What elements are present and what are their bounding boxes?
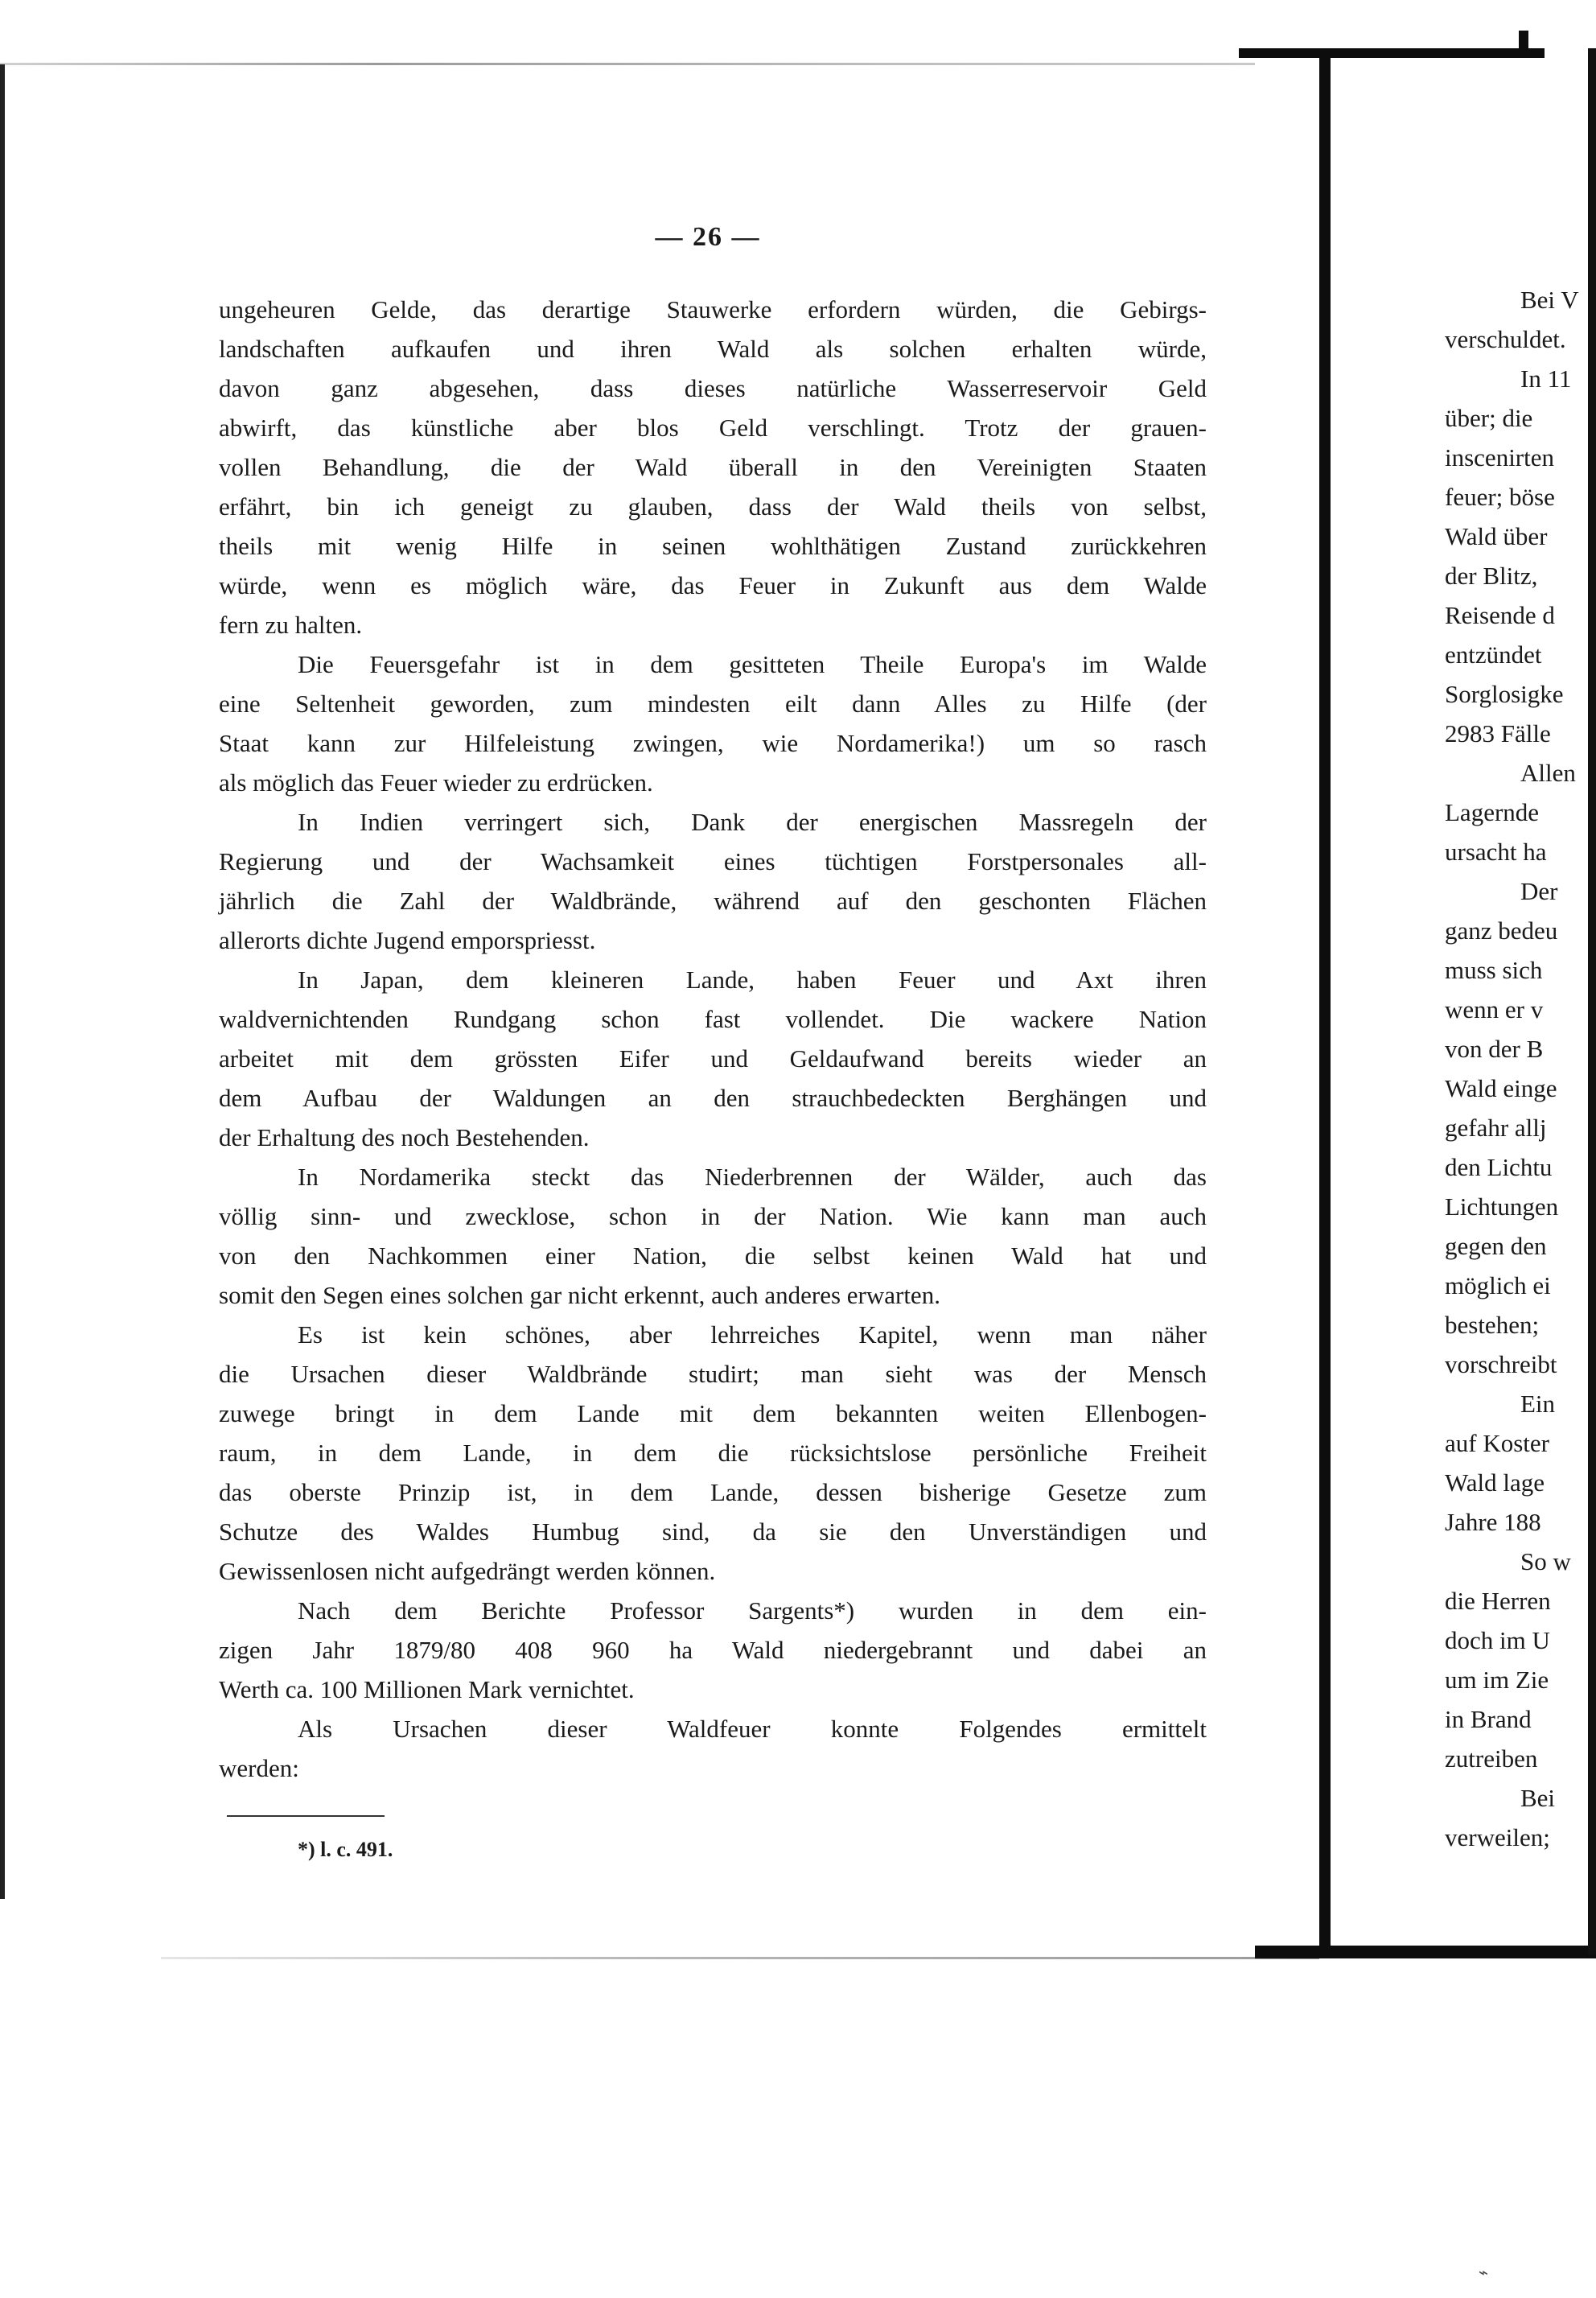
text-line: gegen den [1445,1232,1547,1260]
text-line: entzündet [1445,640,1542,669]
text-line: Lichtungen [1445,1192,1559,1221]
text-line: völlig sinn- und zwecklose, schon in der Nation. Wie kann man auch [219,1202,1207,1230]
text-line: ursacht ha [1445,838,1547,866]
binding-gutter-tick [1519,31,1528,55]
scan-smudge-mark: ⌁ [1479,2264,1489,2282]
text-line: um im Zie [1445,1666,1549,1694]
text-line: ganz bedeu [1445,916,1558,945]
text-line: Der [1520,877,1558,905]
text-line: Lagernde [1445,798,1540,826]
main-text-column [219,290,1207,1788]
text-line: bestehen; [1445,1311,1540,1339]
text-line: In Indien verringert sich, Dank der energischen Massregeln der [298,808,1207,836]
text-line: Als Ursachen dieser Waldfeuer konnte Folgendes ermittelt [298,1715,1207,1743]
text-line: feuer; böse [1445,483,1555,511]
page-number: — 26 — [655,222,761,252]
binding-gutter-top [1239,48,1545,58]
text-line: der Erhaltung des noch Bestehenden. [219,1123,590,1151]
footnote: *) l. c. 491. [298,1838,393,1861]
text-line: Regierung und der Wachsamkeit eines tüchtigen Forstpersonales all- [219,847,1207,875]
text-line: als möglich das Feuer wieder zu erdrücken. [219,768,653,797]
text-line: Wald einge [1445,1074,1557,1102]
text-line: eine Seltenheit geworden, zum mindesten eilt dann Alles zu Hilfe (der [219,690,1207,718]
text-line: doch im U [1445,1626,1550,1654]
text-line: Bei V [1520,286,1579,314]
text-line: Nach dem Berichte Professor Sargents*) wurden in dem ein- [298,1596,1207,1625]
text-line: dem Aufbau der Waldungen an den strauchbedeckten Berghängen und [219,1084,1207,1112]
text-line: landschaften aufkaufen und ihren Wald als solchen erhalten würde, [219,335,1207,363]
text-line: allerorts dichte Jugend emporspriesst. [219,926,596,954]
text-line: verweilen; [1445,1823,1550,1851]
text-line: zigen Jahr 1879/80 408 960 ha Wald niedergebrannt und dabei an [219,1636,1207,1664]
text-line: Werth ca. 100 Millionen Mark vernichtet. [219,1675,635,1703]
text-line: von der B [1445,1035,1544,1063]
text-line: von den Nachkommen einer Nation, die selbst keinen Wald hat und [219,1242,1207,1270]
text-line: arbeitet mit dem grössten Eifer und Geldaufwand bereits wieder an [219,1044,1207,1073]
text-line: das oberste Prinzip ist, in dem Lande, dessen bisherige Gesetze zum [219,1478,1207,1506]
text-line: abwirft, das künstliche aber blos Geld verschlingt. Trotz der grauen- [219,414,1207,442]
text-line: In Nordamerika steckt das Niederbrennen der Wälder, auch das [298,1163,1207,1191]
text-line: raum, in dem Lande, in dem die rücksichtslose persönliche Freiheit [219,1439,1207,1467]
facing-page-fragment [1445,280,1596,1857]
text-line: fern zu halten. [219,611,363,639]
text-line: muss sich [1445,956,1543,984]
text-line: In Japan, dem kleineren Lande, haben Feuer und Axt ihren [298,966,1207,994]
text-line: inscenirten [1445,443,1555,472]
text-line: waldvernichtenden Rundgang schon fast vollendet. Die wackere Nation [219,1005,1207,1033]
text-line: in Brand [1445,1705,1532,1733]
left-page-edge [0,64,5,1899]
text-line: 2983 Fälle [1445,719,1551,747]
text-line: Staat kann zur Hilfeleistung zwingen, wie Nordamerika!) um so rasch [219,729,1207,757]
text-line: zutreiben [1445,1744,1538,1773]
text-line: zuwege bringt in dem Lande mit dem bekannten weiten Ellenbogen- [219,1399,1207,1427]
text-line: vollen Behandlung, die der Wald überall in den Vereinigten Staaten [219,453,1207,481]
text-line: Ein [1520,1390,1556,1418]
text-line: In 11 [1520,364,1572,393]
text-line: wenn er v [1445,995,1544,1023]
text-line: somit den Segen eines solchen gar nicht erkennt, auch anderes erwarten. [219,1281,940,1309]
text-line: Bei [1520,1784,1556,1812]
scan-top-edge [0,63,1255,65]
text-line: die Herren [1445,1587,1551,1615]
text-line: Jahre 188 [1445,1508,1541,1536]
text-line: So w [1520,1547,1571,1575]
text-line: Wald lage [1445,1468,1545,1497]
text-line: Die Feuersgefahr ist in dem gesitteten Theile Europa's im Walde [298,650,1207,678]
text-line: Sorglosigke [1445,680,1564,708]
text-line: Gewissenlosen nicht aufgedrängt werden können. [219,1557,716,1585]
text-line: Wald über [1445,522,1548,550]
text-line: Allen [1520,759,1576,787]
binding-gutter-bottom [1255,1946,1596,1958]
text-line: Reisende d [1445,601,1555,629]
text-line: die Ursachen dieser Waldbrände studirt; man sieht was der Mensch [219,1360,1207,1388]
text-line: den Lichtu [1445,1153,1553,1181]
scan-bottom-edge [161,1957,1319,1959]
text-line: gefahr allj [1445,1114,1547,1142]
text-line: vorschreibt [1445,1350,1557,1378]
binding-gutter [1319,53,1331,1957]
footnote-rule [227,1815,385,1817]
text-line: erfährt, bin ich geneigt zu glauben, dass der Wald theils von selbst, [219,492,1207,521]
text-line: davon ganz abgesehen, dass dieses natürliche Wasserreservoir Geld [219,374,1207,402]
text-line: über; die [1445,404,1533,432]
text-line: Es ist kein schönes, aber lehrreiches Kapitel, wenn man näher [298,1320,1207,1349]
text-line: ungeheuren Gelde, das derartige Stauwerke erfordern würden, die Gebirgs- [219,295,1207,323]
text-line: würde, wenn es möglich wäre, das Feuer in Zukunft aus dem Walde [219,571,1207,599]
text-line: jährlich die Zahl der Waldbrände, während auf den geschonten Flächen [219,887,1207,915]
text-line: werden: [219,1754,299,1782]
text-line: Schutze des Waldes Humbug sind, da sie den Unverständigen und [219,1518,1207,1546]
text-line: der Blitz, [1445,562,1538,590]
text-line: verschuldet. [1445,325,1566,353]
text-line: theils mit wenig Hilfe in seinen wohlthätigen Zustand zurückkehren [219,532,1207,560]
text-line: möglich ei [1445,1271,1551,1299]
text-line: auf Koster [1445,1429,1549,1457]
